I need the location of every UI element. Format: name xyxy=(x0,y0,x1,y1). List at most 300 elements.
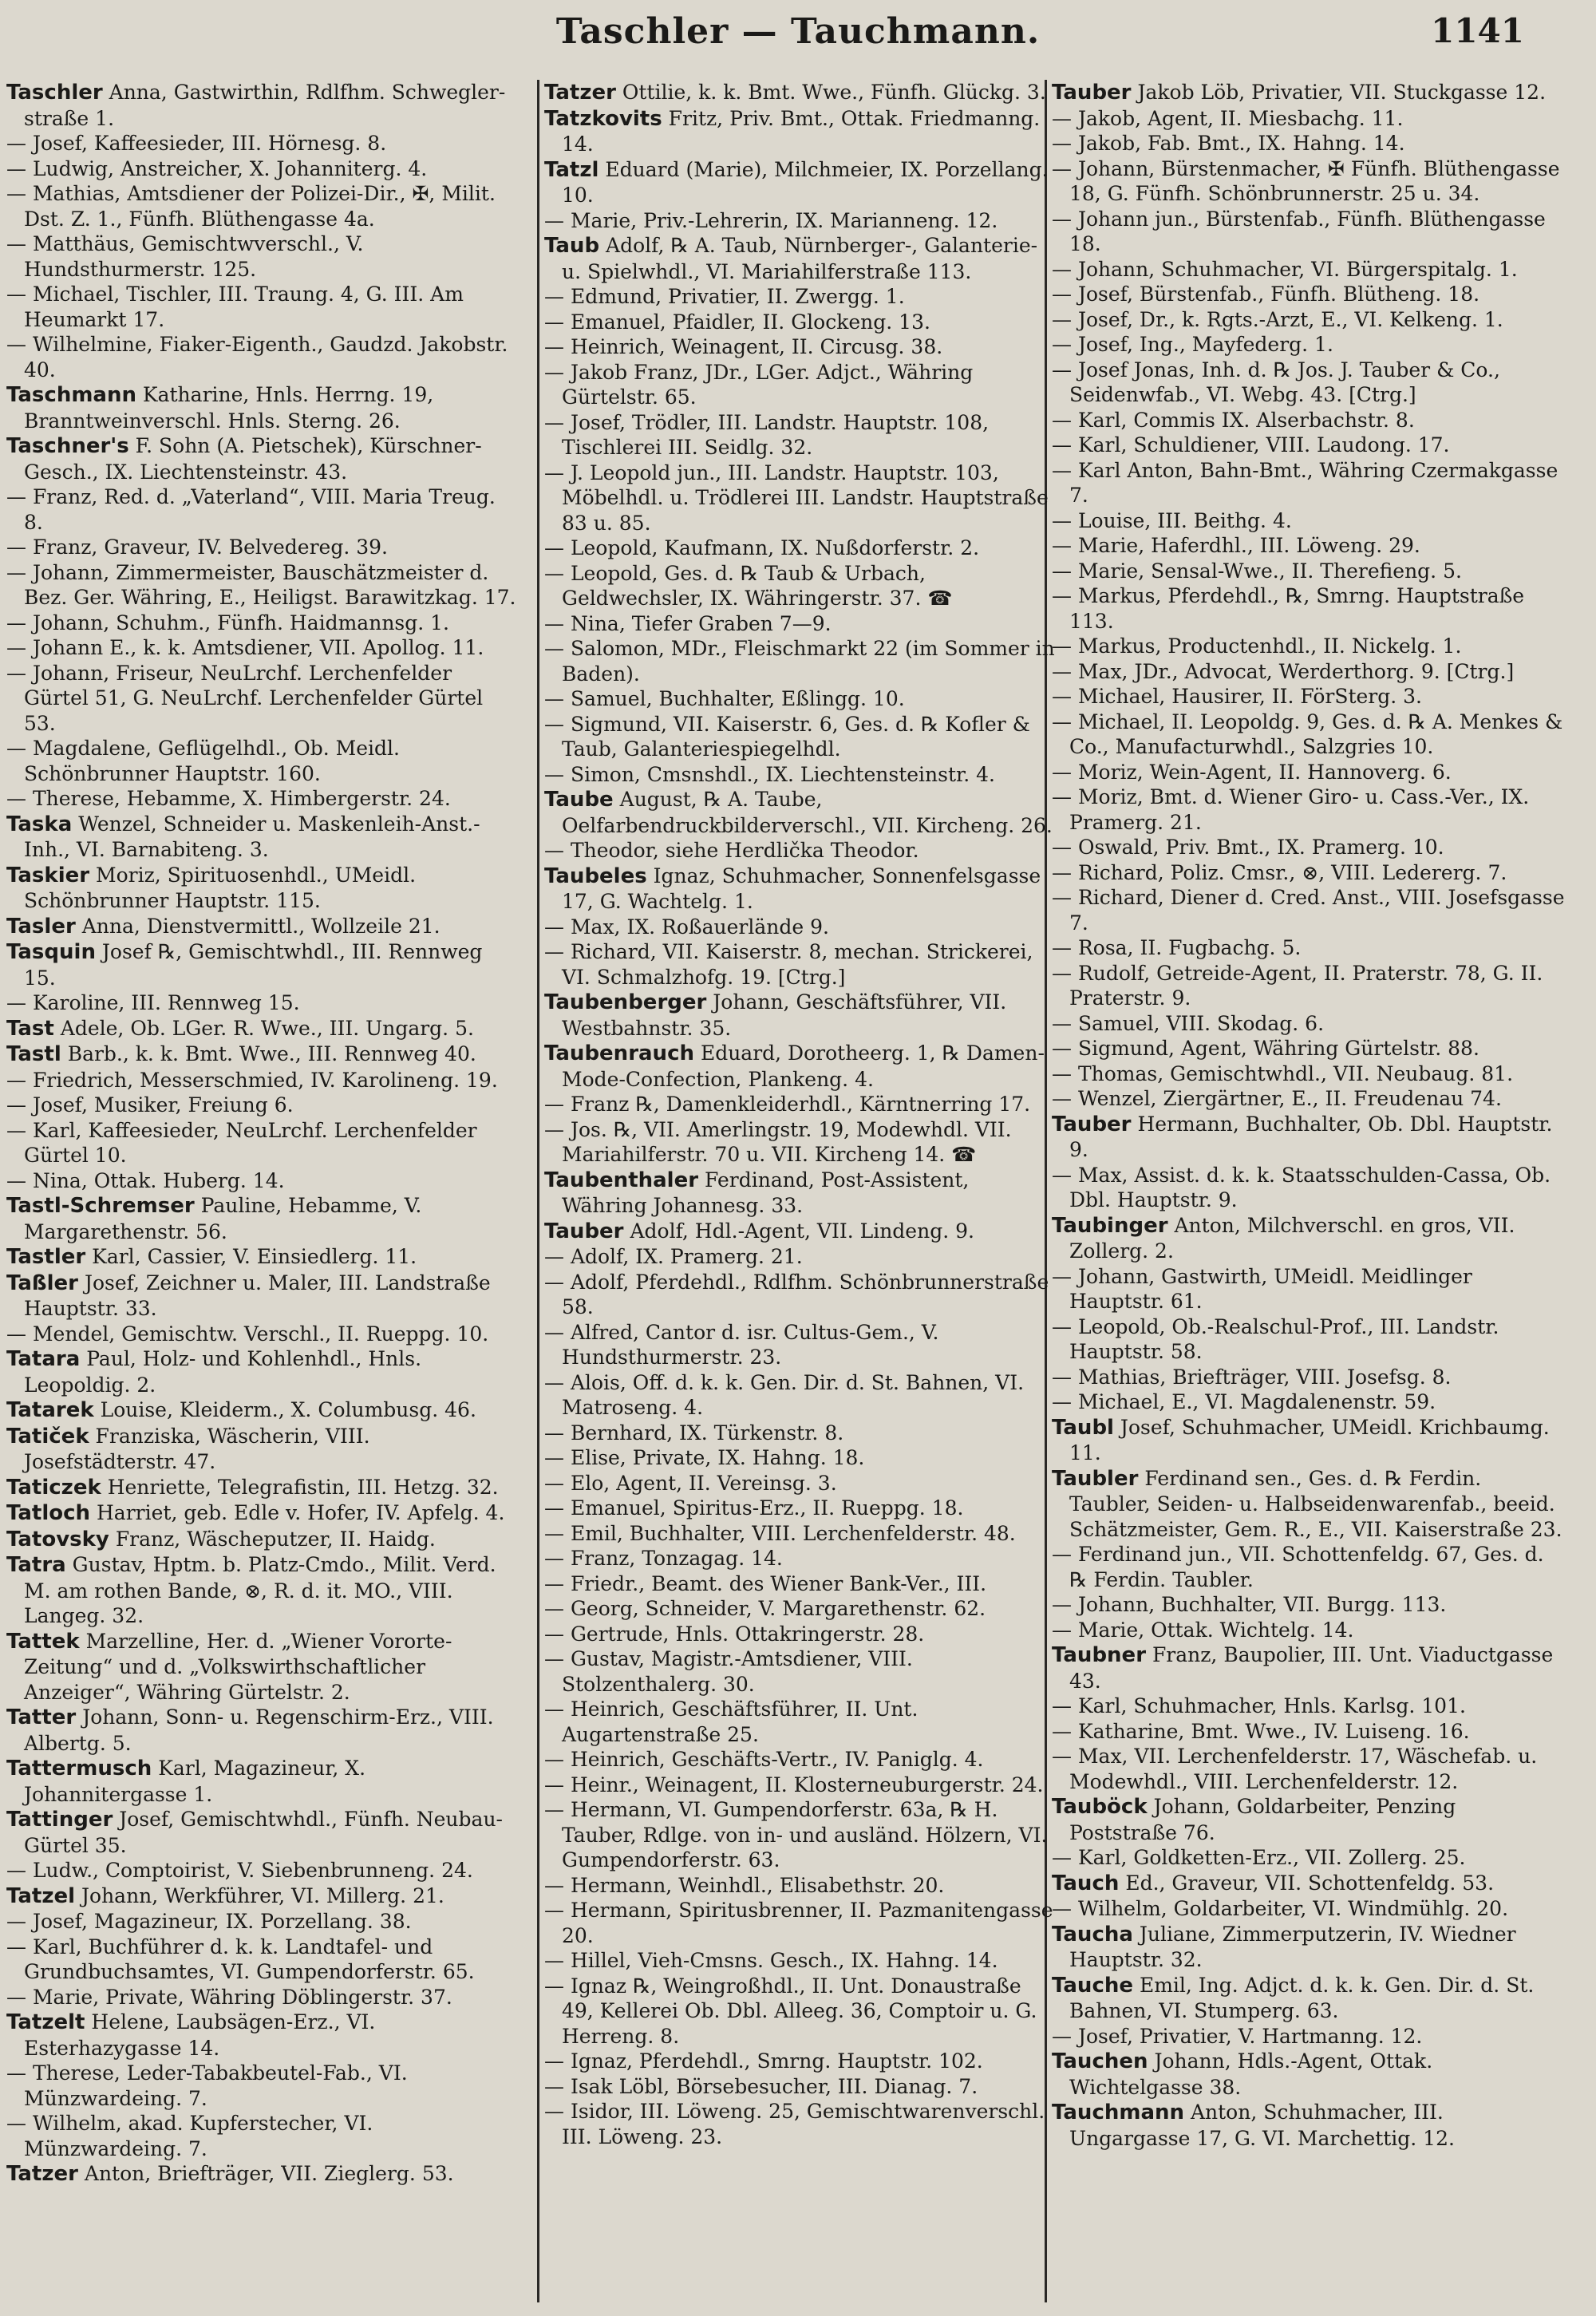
entry-text: Josef ℞, Gemischtwhdl., III. Rennweg 15. xyxy=(24,940,483,990)
entry-surname: Tatarek xyxy=(6,1398,94,1422)
entry-text: Adele, Ob. LGer. R. Wwe., III. Ungarg. 5. xyxy=(53,1016,474,1040)
directory-entry xyxy=(1052,131,1570,156)
entry-text: — Johann jun., Bürstenfab., Fünfh. Blüthengasse 18. xyxy=(1052,207,1546,255)
directory-entry xyxy=(1052,332,1570,358)
entry-text: — Richard, Diener d. Cred. Anst., VIII. Josefsgasse 7. xyxy=(1052,886,1565,935)
directory-entry xyxy=(6,1756,525,1807)
directory-entry xyxy=(6,1552,525,1629)
entry-surname: Taubenthaler xyxy=(544,1168,699,1192)
directory-entry xyxy=(1052,1744,1570,1794)
entry-text: Ed., Graveur, VII. Schottenfeldg. 53. xyxy=(1119,1871,1495,1895)
entry-text: — Marie, Haferdhl., III. Löweng. 29. xyxy=(1052,534,1420,557)
entry-text: Jakob Löb, Privatier, VII. Stuckgasse 12. xyxy=(1131,81,1547,104)
entry-text: — Elo, Agent, II. Vereinsg. 3. xyxy=(544,1471,837,1495)
directory-entry xyxy=(1052,156,1570,207)
entry-surname: Tauche xyxy=(1052,1973,1133,1998)
entry-text: — Mathias, Briefträger, VIII. Josefsg. 8. xyxy=(1052,1365,1452,1389)
entry-surname: Tauchen xyxy=(1052,2049,1148,2073)
directory-entry xyxy=(6,156,525,182)
directory-entry xyxy=(1052,1642,1570,1694)
entry-text: — Alfred, Cantor d. isr. Cultus-Gem., V. Hundsthurmerstr. 23. xyxy=(544,1320,939,1369)
entry-text: — Therese, Leder-Tabakbeutel-Fab., VI. Münzwardeing. 7. xyxy=(6,2061,408,2110)
directory-entry xyxy=(6,914,525,940)
entry-surname: Taschmann xyxy=(6,383,136,407)
directory-entry xyxy=(544,334,1063,360)
directory-entry xyxy=(1052,885,1570,935)
directory-entry xyxy=(6,1858,525,1883)
directory-entry xyxy=(6,990,525,1016)
entry-text: — Josef, Musiker, Freiung 6. xyxy=(6,1093,294,1117)
entry-text: Moriz, Spirituosenhdl., UMeidl. Schönbrunner Hauptstr. 115. xyxy=(24,863,417,912)
directory-entry xyxy=(544,2049,1063,2074)
entry-text: — Karl, Commis IX. Alserbachstr. 8. xyxy=(1052,408,1415,432)
directory-entry xyxy=(6,736,525,786)
directory-entry xyxy=(6,1068,525,1093)
entry-text: — Ludw., Comptoirist, V. Siebenbrunneng. 24. xyxy=(6,1859,473,1882)
directory-entry xyxy=(1052,1694,1570,1719)
directory-entry xyxy=(544,1117,1063,1168)
entry-text: Ferdinand, Post-Assistent, Währing Johannesg. 33. xyxy=(562,1168,970,1217)
directory-entry xyxy=(6,611,525,636)
entry-text: — Adolf, IX. Pramerg. 21. xyxy=(544,1245,803,1268)
directory-entry xyxy=(544,360,1063,410)
directory-entry xyxy=(1052,358,1570,408)
directory-entry xyxy=(544,410,1063,460)
entry-text: — Heinr., Weinagent, II. Klosterneuburgerstr. 24. xyxy=(544,1773,1044,1796)
directory-entry xyxy=(6,231,525,282)
entry-text: — Wilhelm, akad. Kupferstecher, VI. Münzwardeing. 7. xyxy=(6,2112,373,2160)
entry-text: — Rosa, II. Fugbachg. 5. xyxy=(1052,936,1302,959)
entry-surname: Tatzer xyxy=(6,2162,78,2186)
directory-entry xyxy=(6,1807,525,1858)
directory-entry xyxy=(1052,1264,1570,1314)
entry-text: — Max, VII. Lerchenfelderstr. 17, Wäschefab. u. Modewhdl., VIII. Lerchenfelderstr. 12. xyxy=(1052,1745,1538,1793)
entry-text: — Leopold, Kaufmann, IX. Nußdorferstr. 2. xyxy=(544,536,980,559)
entry-text: — Heinrich, Weinagent, II. Circusg. 38. xyxy=(544,335,943,358)
entry-text: — Ignaz, Pferdehdl., Smrng. Hauptstr. 102. xyxy=(544,2049,983,2073)
entry-surname: Tatloch xyxy=(6,1501,91,1525)
directory-entry xyxy=(6,1271,525,1322)
directory-entry xyxy=(6,1168,525,1194)
entry-text: Gustav, Hptm. b. Platz-Cmdo., Milit. Verd. M. am rothen Bande, ⊗, R. d. it. MO., VIII. Langeg. 32. xyxy=(24,1553,496,1627)
directory-entry xyxy=(544,787,1063,838)
entry-surname: Tauber xyxy=(1052,81,1132,105)
column-3 xyxy=(1052,80,1570,2306)
entry-surname: Taubinger xyxy=(1052,1213,1168,1238)
directory-entry xyxy=(6,863,525,914)
entry-text: — Heinrich, Geschäfts-Vertr., IV. Paniglg. 4. xyxy=(544,1748,984,1771)
entry-surname: Taubner xyxy=(1052,1643,1147,1667)
entry-text: — Wilhelmine, Fiaker-Eigenth., Gaudzd. Jakobstr. 40. xyxy=(6,333,508,381)
entry-text: — Hermann, Weinhdl., Elisabethstr. 20. xyxy=(544,1873,945,1897)
directory-entry xyxy=(1052,1163,1570,1213)
entry-text: — Franz ℞, Damenkleiderhdl., Kärntnerring 17. xyxy=(544,1093,1031,1116)
directory-entry xyxy=(6,1193,525,1244)
entry-text: Adolf, ℞ A. Taub, Nürnberger-, Galanterie- u. Spielwhdl., VI. Mariahilferstraße 113. xyxy=(562,234,1038,283)
entry-text: — Wenzel, Ziergärtner, E., II. Freudenau 74. xyxy=(1052,1087,1502,1110)
directory-entry xyxy=(6,786,525,812)
entry-text: — Jakob, Fab. Bmt., IX. Hahng. 14. xyxy=(1052,132,1405,155)
entry-text: — Sigmund, Agent, Währing Gürtelstr. 88. xyxy=(1052,1037,1479,1060)
entry-text: — Johann, Zimmermeister, Bauschätzmeister d. Bez. Ger. Währing, E., Heiligst. Barawitzkag. 17. xyxy=(6,560,516,609)
directory-entry xyxy=(6,661,525,737)
directory-entry xyxy=(1052,1466,1570,1543)
directory-entry xyxy=(6,635,525,661)
entry-surname: Tauch xyxy=(1052,1871,1120,1895)
directory-entry xyxy=(1052,583,1570,634)
entry-text: — Josef, Bürstenfab., Fünfh. Blütheng. 18. xyxy=(1052,283,1480,306)
entry-text: — Leopold, Ges. d. ℞ Taub & Urbach, Geldwechsler, IX. Währingerstr. 37. ☎ xyxy=(544,561,953,610)
entry-text: Eduard (Marie), Milchmeier, IX. Porzellang. 10. xyxy=(562,157,1049,207)
entry-surname: Taubler xyxy=(1052,1466,1139,1491)
directory-entry xyxy=(6,2010,525,2061)
entry-text: — Michael, Tischler, III. Traung. 4, G. III. Am Heumarkt 17. xyxy=(6,283,464,331)
entry-text: Franz, Wäscheputzer, II. Haidg. xyxy=(109,1527,436,1551)
directory-entry xyxy=(1052,659,1570,685)
directory-entry xyxy=(1052,1314,1570,1365)
directory-entry xyxy=(6,812,525,863)
directory-entry xyxy=(1052,1871,1570,1897)
entry-surname: Tauböck xyxy=(1052,1795,1148,1819)
entry-text: — Louise, III. Beithg. 4. xyxy=(1052,508,1292,532)
entry-text: Anton, Milchverschl. en gros, VII. Zollerg. 2. xyxy=(1069,1213,1515,1263)
entry-text: — Georg, Schneider, V. Margarethenstr. 62. xyxy=(544,1597,986,1620)
directory-entry xyxy=(544,686,1063,712)
entry-text: — Simon, Cmsnshdl., IX. Liechtensteinstr. 4. xyxy=(544,762,995,786)
entry-text: Franziska, Wäscherin, VIII. Josefstädterstr. 47. xyxy=(24,1424,370,1473)
entry-text: — Nina, Tiefer Graben 7—9. xyxy=(544,611,832,635)
directory-entry xyxy=(1052,785,1570,835)
entry-text: Ignaz, Schuhmacher, Sonnenfelsgasse 17, G. Wachtelg. 1. xyxy=(562,864,1041,913)
entry-text: — Karl, Schuhmacher, Hnls. Karlsg. 101. xyxy=(1052,1694,1466,1717)
directory-entry xyxy=(544,460,1063,536)
directory-entry xyxy=(544,1773,1063,1798)
directory-entry xyxy=(6,1500,525,1527)
directory-entry xyxy=(544,712,1063,762)
entry-text: Katharine, Hnls. Herrng. 19, Branntweinverschl. Hnls. Sterng. 26. xyxy=(24,383,434,433)
directory-entry xyxy=(6,1093,525,1118)
entry-surname: Taska xyxy=(6,812,73,836)
entry-text: — Johann, Buchhalter, VII. Burgg. 113. xyxy=(1052,1593,1447,1616)
entry-surname: Tasquin xyxy=(6,940,96,964)
entry-text: — Leopold, Ob.-Realschul-Prof., III. Landstr. Hauptstr. 58. xyxy=(1052,1314,1499,1363)
entry-text: — Emil, Buchhalter, VIII. Lerchenfelderstr. 48. xyxy=(544,1521,1016,1545)
entry-text: Anton, Schuhmacher, III. Ungargasse 17, G. VI. Marchettig. 12. xyxy=(1069,2101,1455,2150)
directory-entry xyxy=(544,838,1063,864)
entry-text: — Salomon, MDr., Fleischmarkt 22 (im Sommer in Baden). xyxy=(544,637,1055,686)
entry-text: — Johann, Friseur, NeuLrchf. Lerchenfelder Gürtel 51, G. NeuLrchf. Lerchenfelder Gürtel 53. xyxy=(6,661,484,735)
entry-surname: Tatara xyxy=(6,1347,81,1371)
directory-entry xyxy=(1052,559,1570,584)
entry-text: — Friedr., Beamt. des Wiener Bank-Ver., III. xyxy=(544,1571,987,1595)
entry-text: Anna, Dienstvermittl., Wollzeile 21. xyxy=(75,914,440,938)
entry-text: Paul, Holz- und Kohlenhdl., Hnls. Leopoldig. 2. xyxy=(24,1347,422,1397)
entry-text: Karl, Magazineur, X. Johannitergasse 1. xyxy=(24,1757,366,1806)
directory-entry xyxy=(1052,935,1570,961)
entry-text: — Rudolf, Getreide-Agent, II. Praterstr. 78, G. II. Praterstr. 9. xyxy=(1052,961,1543,1010)
entry-text: — Josef, Privatier, V. Hartmanng. 12. xyxy=(1052,2024,1423,2048)
directory-entry xyxy=(1052,1389,1570,1415)
directory-entry xyxy=(6,1935,525,1985)
directory-entry xyxy=(544,1219,1063,1245)
entry-surname: Taube xyxy=(544,788,614,812)
entry-text: — Hermann, VI. Gumpendorferstr. 63a, ℞ H. Tauber, Rdlge. von in- und ausländ. Hölzern, VI. Gumpendorferstr. 63. xyxy=(544,1798,1048,1871)
entry-text: — Alois, Off. d. k. k. Gen. Dir. d. St. Bahnen, VI. Matroseng. 4. xyxy=(544,1370,1025,1419)
entry-text: — Katharine, Bmt. Wwe., IV. Luiseng. 16. xyxy=(1052,1719,1470,1743)
entry-text: — Therese, Hebamme, X. Himbergerstr. 24. xyxy=(6,787,451,810)
directory-entry xyxy=(1052,1618,1570,1643)
page-header xyxy=(0,0,1596,76)
entry-surname: Taubenberger xyxy=(544,990,707,1014)
directory-entry xyxy=(544,2099,1063,2149)
entry-text: — Marie, Private, Währing Döblingerstr. 37. xyxy=(6,1985,452,2009)
entry-text: — Josef, Magazineur, IX. Porzellang. 38. xyxy=(6,1910,412,1933)
entry-text: — Elise, Private, IX. Hahng. 18. xyxy=(544,1446,865,1469)
entry-surname: Tatzl xyxy=(544,157,599,182)
entry-surname: Tatovsky xyxy=(6,1527,109,1551)
directory-entry xyxy=(1052,533,1570,559)
entry-text: Helene, Laubsägen-Erz., VI. Esterhazygasse 14. xyxy=(24,2010,376,2060)
directory-entry xyxy=(544,2074,1063,2100)
entry-surname: Taubl xyxy=(1052,1415,1114,1440)
page-number: 1141 xyxy=(1431,11,1524,50)
entry-surname: Tatter xyxy=(6,1705,77,1729)
entry-text: — Hermann, Spiritusbrenner, II. Pazmanitengasse 20. xyxy=(544,1899,1053,1947)
entry-text: August, ℞ A. Taube, Oelfarbendruckbilderverschl., VII. Kircheng. 26. xyxy=(562,788,1053,837)
entry-text: Juliane, Zimmerputzerin, IV. Wiedner Hauptstr. 32. xyxy=(1069,1922,1516,1971)
directory-entry xyxy=(6,2111,525,2161)
directory-entry xyxy=(1052,1845,1570,1871)
entry-text: — Jakob Franz, JDr., LGer. Adjct., Währing Gürtelstr. 65. xyxy=(544,360,974,409)
entry-surname: Tatzkovits xyxy=(544,106,662,131)
entry-text: Emil, Ing. Adjct. d. k. k. Gen. Dir. d. St. Bahnen, VI. Stumperg. 63. xyxy=(1069,1973,1535,2022)
entry-surname: Tastl xyxy=(6,1042,61,1066)
directory-entry xyxy=(1052,2100,1570,2151)
entry-text: — Marie, Ottak. Wichtelg. 14. xyxy=(1052,1618,1354,1642)
directory-entry xyxy=(544,1168,1063,1219)
entry-surname: Taubeles xyxy=(544,864,647,888)
entry-surname: Tattermusch xyxy=(6,1757,152,1780)
directory-entry xyxy=(1052,1365,1570,1390)
entry-text: Pauline, Hebamme, V. Margarethenstr. 56. xyxy=(24,1194,422,1243)
entry-text: — Oswald, Priv. Bmt., IX. Pramerg. 10. xyxy=(1052,836,1444,859)
entry-surname: Taub xyxy=(544,234,600,258)
directory-entry xyxy=(1052,1973,1570,2024)
directory-entry xyxy=(6,2161,525,2188)
directory-entry xyxy=(544,1445,1063,1471)
directory-entry xyxy=(6,535,525,560)
entry-surname: Taskier xyxy=(6,863,90,887)
entry-text: — Johann E., k. k. Amtsdiener, VII. Apollog. 11. xyxy=(6,636,484,659)
entry-text: — Josef, Trödler, III. Landstr. Hauptstr. 108, Tischlerei III. Seidlg. 32. xyxy=(544,410,990,459)
directory-entry xyxy=(1052,860,1570,886)
entry-surname: Tauber xyxy=(544,1219,624,1243)
directory-entry xyxy=(544,1948,1063,1974)
directory-entry xyxy=(6,1244,525,1271)
directory-entry xyxy=(6,1705,525,1756)
entry-text: Johann, Sonn- u. Regenschirm-Erz., VIII. Albertg. 5. xyxy=(24,1705,494,1755)
directory-entry xyxy=(1052,684,1570,709)
directory-entry xyxy=(1052,835,1570,860)
entry-text: — Karl, Kaffeesieder, NeuLrchf. Lerchenfelder Gürtel 10. xyxy=(6,1118,477,1167)
entry-surname: Tauber xyxy=(1052,1112,1132,1136)
directory-entry xyxy=(1052,282,1570,307)
entry-text: Josef, Zeichner u. Maler, III. Landstraße Hauptstr. 33. xyxy=(24,1271,491,1320)
directory-entry xyxy=(1052,1036,1570,1061)
directory-entry xyxy=(6,1118,525,1168)
entry-text: — Isidor, III. Löweng. 25, Gemischtwarenverschl. III. Löweng. 23. xyxy=(544,2100,1045,2148)
entry-surname: Tattinger xyxy=(6,1808,113,1832)
directory-entry xyxy=(6,484,525,535)
entry-text: — Ludwig, Anstreicher, X. Johanniterg. 4. xyxy=(6,156,428,180)
directory-entry xyxy=(1052,257,1570,283)
directory-entry xyxy=(544,1421,1063,1446)
entry-text: — Karl Anton, Bahn-Bmt., Währing Czermakgasse 7. xyxy=(1052,458,1558,507)
directory-entry xyxy=(544,1747,1063,1773)
directory-entry xyxy=(6,1397,525,1424)
directory-entry xyxy=(6,80,525,131)
directory-entry xyxy=(6,1909,525,1935)
entry-surname: Tatzer xyxy=(544,81,616,105)
directory-entry xyxy=(6,332,525,382)
directory-entry xyxy=(544,1646,1063,1697)
entry-text: Barb., k. k. Bmt. Wwe., III. Rennweg 40. xyxy=(61,1042,476,1065)
entry-text: Louise, Kleiderm., X. Columbusg. 46. xyxy=(93,1398,476,1421)
entry-text: — Moriz, Wein-Agent, II. Hannoverg. 6. xyxy=(1052,760,1452,784)
entry-text: — Karoline, III. Rennweg 15. xyxy=(6,991,300,1014)
entry-text: — Ignaz ℞, Weingroßhdl., II. Unt. Donaustraße 49, Kellerei Ob. Dbl. Alleeg. 36, Comptoir u. G. Herreng. 8. xyxy=(544,1974,1037,2048)
entry-surname: Tatiček xyxy=(6,1424,89,1448)
directory-entry xyxy=(544,1797,1063,1873)
entry-text: — Johann, Bürstenmacher, ✠ Fünfh. Blüthengasse 18, G. Fünfh. Schönbrunnerstr. 25 u. 34. xyxy=(1052,156,1560,205)
directory-entry xyxy=(1052,709,1570,760)
directory-entry xyxy=(1052,80,1570,106)
directory-entry xyxy=(1052,1719,1570,1745)
entry-text: — Adolf, Pferdehdl., Rdlfhm. Schönbrunnerstraße 58. xyxy=(544,1270,1049,1318)
entry-text: — Richard, VII. Kaiserstr. 8, mechan. Strickerei, VI. Schmalzhofg. 19. [Ctrg.] xyxy=(544,940,1033,989)
entry-surname: Tauchmann xyxy=(1052,2101,1185,2124)
directory-entry xyxy=(544,915,1063,940)
directory-entry xyxy=(544,1370,1063,1421)
entry-text: — Karl, Buchführer d. k. k. Landtafel- und Grundbuchsamtes, VI. Gumpendorferstr. 65. xyxy=(6,1935,475,1983)
entry-surname: Taschler xyxy=(6,81,103,105)
directory-entry xyxy=(1052,1922,1570,1973)
directory-entry xyxy=(544,1622,1063,1647)
entry-text: — Markus, Pferdehdl., ℞, Smrng. Hauptstraße 113. xyxy=(1052,584,1525,633)
directory-entry xyxy=(1052,106,1570,132)
entry-text: — Nina, Ottak. Huberg. 14. xyxy=(6,1168,285,1192)
entry-text: Anton, Briefträger, VII. Zieglerg. 53. xyxy=(77,2162,454,2185)
directory-entry xyxy=(1052,2049,1570,2100)
directory-entry xyxy=(544,1873,1063,1899)
entry-text: — J. Leopold jun., III. Landstr. Hauptstr. 103, Möbelhdl. u. Trödlerei III. Landstr. Hauptstraße 83 u. 85. xyxy=(544,460,1049,535)
entry-text: — Gustav, Magistr.-Amtsdiener, VIII. Stolzenthalerg. 30. xyxy=(544,1647,913,1696)
directory-entry xyxy=(544,990,1063,1041)
directory-entry xyxy=(6,1475,525,1501)
entry-text: — Karl, Schuldiener, VIII. Laudong. 17. xyxy=(1052,433,1450,456)
entry-text: — Max, IX. Roßauerlände 9. xyxy=(544,915,829,939)
directory-entry xyxy=(1052,408,1570,433)
directory-entry xyxy=(6,1527,525,1553)
entry-text: — Jos. ℞, VII. Amerlingstr. 19, Modewhdl. VII. Mariahilferstr. 70 u. VII. Kircheng 14. ☎ xyxy=(544,1117,1012,1166)
entry-text: Johann, Goldarbeiter, Penzing Poststraße 76. xyxy=(1069,1795,1456,1844)
running-head: Taschler — Tauchmann. xyxy=(555,11,1041,52)
directory-entry xyxy=(1052,207,1570,257)
directory-entry xyxy=(6,1041,525,1068)
entry-surname: Tasler xyxy=(6,914,76,939)
directory-entry xyxy=(1052,1794,1570,1845)
directory-entry xyxy=(544,1571,1063,1597)
entry-text: — Theodor, siehe Herdlička Theodor. xyxy=(544,839,919,862)
directory-entry xyxy=(544,1596,1063,1622)
entry-text: Josef, Schuhmacher, UMeidl. Krichbaumg. 11. xyxy=(1069,1415,1550,1464)
entry-surname: Tastl-Schremser xyxy=(6,1194,195,1218)
directory-entry xyxy=(544,157,1063,208)
directory-entry xyxy=(1052,1542,1570,1592)
entry-text: Johann, Hdls.-Agent, Ottak. Wichtelgasse 38. xyxy=(1069,2049,1433,2099)
directory-entry xyxy=(6,433,525,484)
entry-surname: Tatra xyxy=(6,1553,66,1577)
directory-entry xyxy=(544,762,1063,788)
entry-text: — Ferdinand jun., VII. Schottenfeldg. 67, Ges. d. ℞ Ferdin. Taubler. xyxy=(1052,1543,1544,1591)
directory-entry xyxy=(6,1629,525,1705)
entry-text: Wenzel, Schneider u. Maskenleih-Anst.-Inh., VI. Barnabiteng. 3. xyxy=(24,812,480,861)
directory-entry xyxy=(1052,760,1570,785)
entry-text: Marzelline, Her. d. „Wiener Vororte-Zeitung“ und d. „Volkswirthschaftlicher Anzeiger“, Währing Gürtelstr. 2. xyxy=(24,1629,452,1704)
entry-text: — Samuel, VIII. Skodag. 6. xyxy=(1052,1011,1325,1035)
directory-entry xyxy=(544,636,1063,686)
entry-text: — Josef Jonas, Inh. d. ℞ Jos. J. Tauber & Co., Seidenwfab., VI. Webg. 43. [Ctrg.] xyxy=(1052,358,1500,406)
directory-entry xyxy=(1052,508,1570,534)
directory-entry xyxy=(544,1898,1063,1948)
directory-entry xyxy=(544,1546,1063,1571)
directory-entry xyxy=(544,864,1063,915)
column-2 xyxy=(544,80,1063,2306)
directory-entry xyxy=(544,310,1063,335)
entry-surname: Taßler xyxy=(6,1271,78,1295)
directory-entry xyxy=(544,939,1063,990)
entry-text: — Friedrich, Messerschmied, IV. Karolineng. 19. xyxy=(6,1068,498,1092)
directory-entry xyxy=(1052,1415,1570,1466)
entry-text: — Max, JDr., Advocat, Werderthorg. 9. [Ctrg.] xyxy=(1052,659,1515,683)
entry-text: — Karl, Goldketten-Erz., VII. Zollerg. 25. xyxy=(1052,1846,1466,1869)
entry-text: — Franz, Tonzagag. 14. xyxy=(544,1547,783,1570)
directory-entry xyxy=(6,1883,525,1910)
entry-text: — Emanuel, Spiritus-Erz., II. Rueppg. 18. xyxy=(544,1496,964,1520)
directory-entry xyxy=(544,208,1063,234)
entry-text: — Wilhelm, Goldarbeiter, VI. Windmühlg. 20. xyxy=(1052,1897,1509,1920)
directory-entry xyxy=(6,1985,525,2010)
directory-entry xyxy=(544,1320,1063,1370)
directory-entry xyxy=(544,80,1063,106)
entry-surname: Taubenrauch xyxy=(544,1041,694,1065)
entry-text: — Michael, E., VI. Magdalenenstr. 59. xyxy=(1052,1390,1436,1413)
entry-text: — Bernhard, IX. Türkenstr. 8. xyxy=(544,1421,844,1445)
entry-text: F. Sohn (A. Pietschek), Kürschner-Gesch., IX. Liechtensteinstr. 43. xyxy=(24,434,482,484)
directory-entry xyxy=(6,2061,525,2111)
entry-text: — Gertrude, Hnls. Ottakringerstr. 28. xyxy=(544,1622,925,1646)
directory-entry xyxy=(1052,1592,1570,1618)
directory-entry xyxy=(6,1424,525,1475)
entry-text: — Josef, Kaffeesieder, III. Hörnesg. 8. xyxy=(6,132,387,155)
directory-entry xyxy=(544,536,1063,561)
entry-text: Johann, Geschäftsführer, VII. Westbahnstr. 35. xyxy=(562,990,1007,1040)
entry-text: Henriette, Telegrafistin, III. Hetzg. 32. xyxy=(101,1475,499,1499)
entry-text: Ottilie, k. k. Bmt. Wwe., Fünfh. Glückg. 3. xyxy=(615,81,1046,104)
entry-text: — Michael, Hausirer, II. FörSterg. 3. xyxy=(1052,685,1423,708)
entry-text: — Josef, Dr., k. Rgts.-Arzt, E., VI. Kelkeng. 1. xyxy=(1052,307,1503,331)
directory-entry xyxy=(544,1521,1063,1547)
